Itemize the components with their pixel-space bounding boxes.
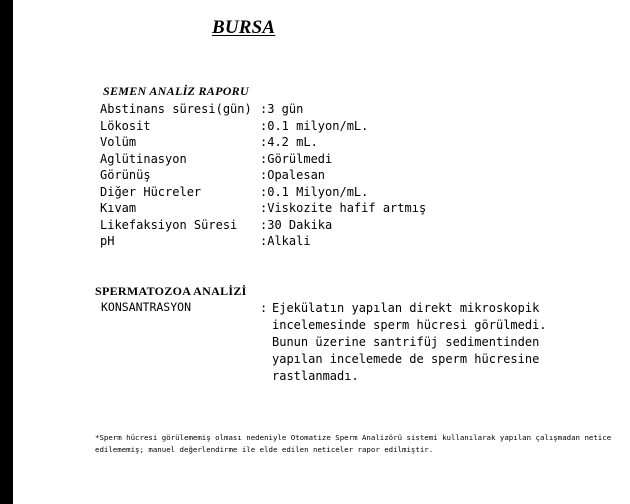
row-label: pH (100, 234, 115, 248)
row-value: :Viskozite hafif artmış (260, 201, 427, 215)
row-label: Abstinans süresi(gün) (100, 102, 252, 116)
report-row-viscosity (100, 200, 430, 217)
row-label: Aglütinasyon (100, 151, 187, 166)
row-value: :Alkali (260, 234, 311, 248)
result-line: rastlanmadı. (272, 369, 359, 383)
report-row-appearance (100, 167, 430, 184)
report-row-liquefaction (100, 217, 430, 234)
page-title: BURSA (212, 17, 276, 38)
row-label: Görünüş (100, 168, 151, 182)
row-label: Lökosit (100, 118, 151, 133)
row-label: Diğer Hücreler (100, 184, 202, 199)
report-row-abstinence (100, 101, 430, 118)
footnote-line: *Sperm hücresi görülememiş olması nedeniyle Otomatize Sperm Analizörü sistemi kullanılarak yapılan çalışmadan netice (95, 433, 612, 442)
row-value: :0.1 Milyon/mL. (260, 184, 369, 199)
result-line: yapılan incelemede de sperm hücresine (272, 352, 540, 366)
spermatozoa-heading: SPERMATOZOA ANALİZİ (95, 284, 247, 298)
report-row-ph (100, 233, 430, 250)
concentration-colon: : (260, 301, 268, 315)
result-line: Ejekülatın yapılan direkt mikroskopik (272, 301, 540, 315)
left-edge-bar (0, 0, 13, 504)
row-value: :0.1 milyon/mL. (260, 118, 369, 133)
footnote (95, 432, 630, 456)
concentration-result (272, 300, 547, 385)
report-row-agglutination (100, 151, 430, 168)
report-row-other-cells (100, 184, 430, 201)
semen-report-heading: SEMEN ANALİZ RAPORU (103, 84, 249, 98)
footnote-line: edilememiş; manuel değerlendirme ile elde edilen neticeler rapor edilmiştir. (95, 445, 434, 454)
row-value: :4.2 mL. (260, 135, 318, 149)
result-line: Bunun üzerine santrifüj sedimentinden (272, 335, 540, 349)
row-label: Kıvam (100, 201, 137, 215)
report-row-leukocyte (100, 118, 430, 135)
report-row-volume (100, 134, 430, 151)
result-line: incelemesinde sperm hücresi görülmedi. (272, 318, 547, 332)
concentration-label: KONSANTRASYON (101, 300, 192, 314)
row-value: :Opalesan (260, 168, 326, 182)
row-value: :30 Dakika (260, 217, 333, 232)
row-label: Volüm (100, 135, 137, 149)
row-label: Likefaksiyon Süresi (100, 217, 238, 232)
row-value: :Görülmedi (260, 151, 333, 166)
row-value: :3 gün (260, 102, 304, 116)
semen-report-table (100, 101, 430, 250)
